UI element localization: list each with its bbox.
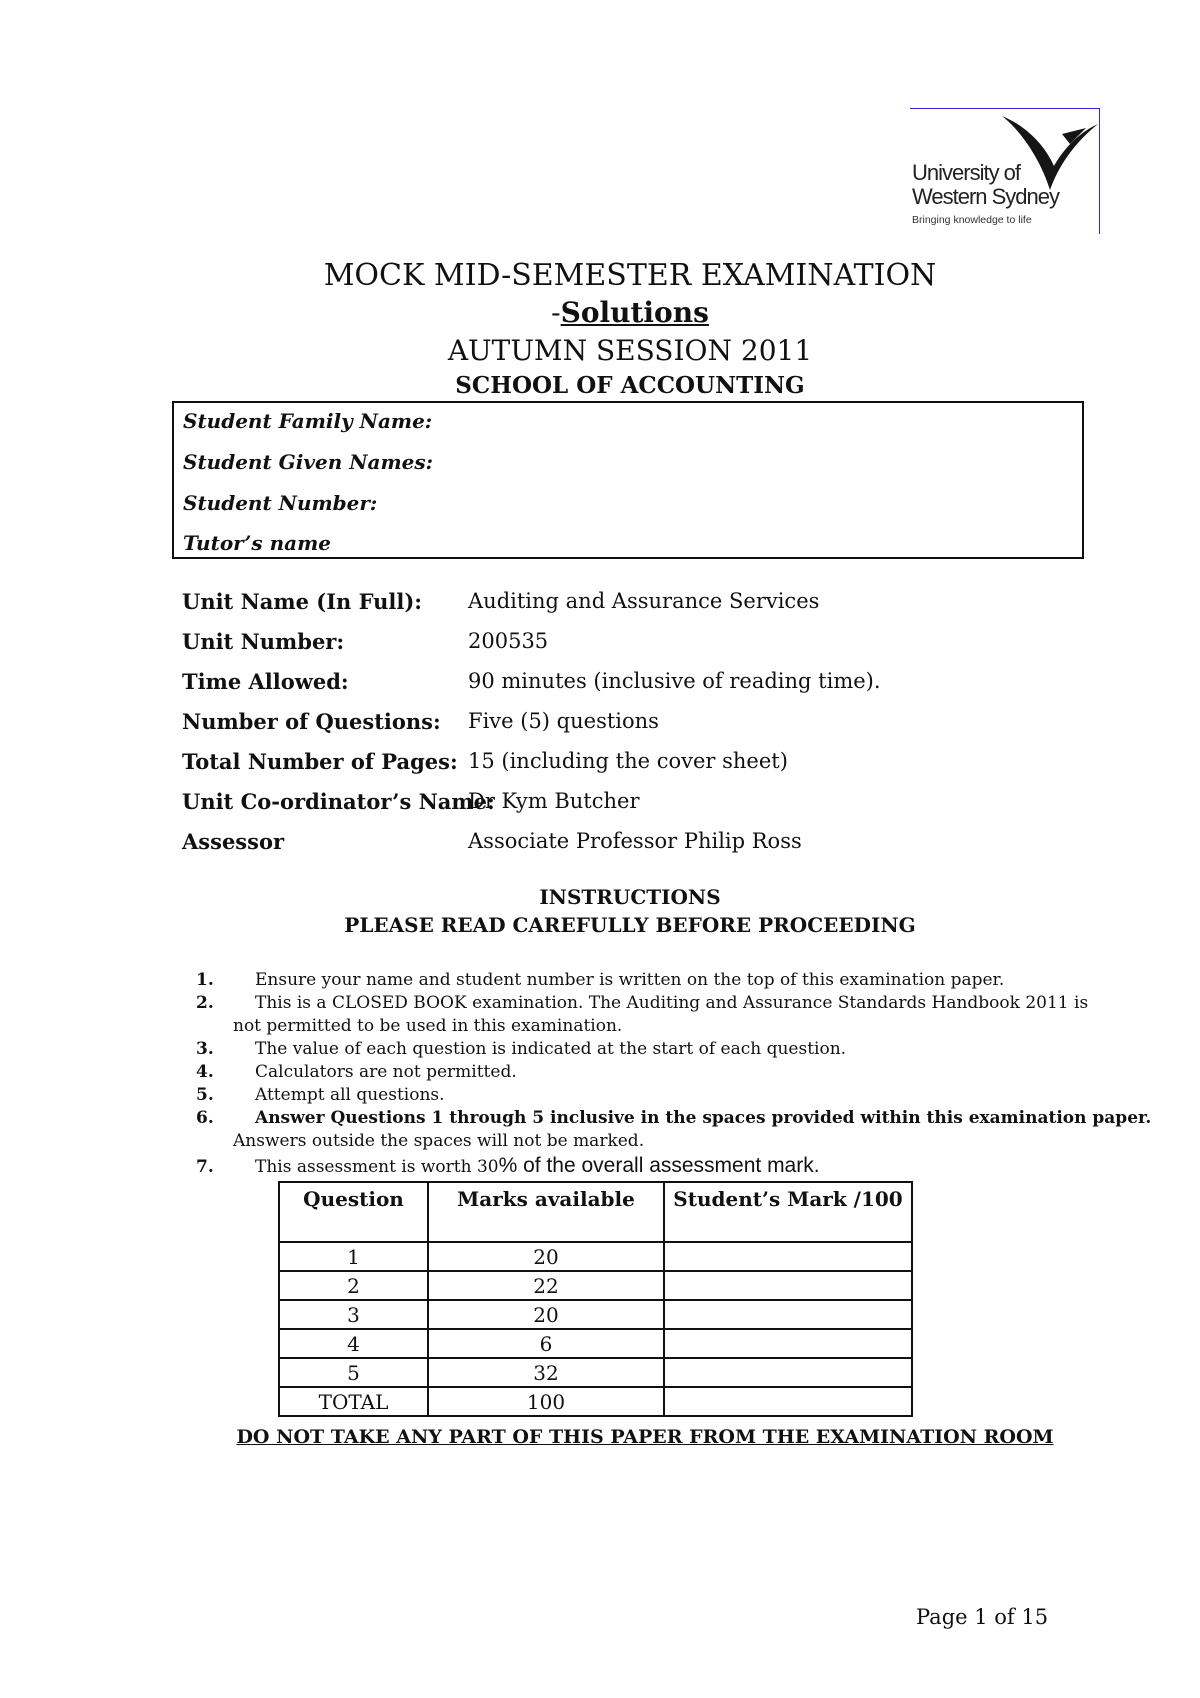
instruction-number: 2.	[196, 993, 214, 1013]
instruction-text: Ensure your name and student number is written on the top of this examination paper.	[255, 970, 1005, 990]
exam-room-warning: DO NOT TAKE ANY PART OF THIS PAPER FROM THE EXAMINATION ROOM	[236, 1426, 1054, 1448]
question-cell: 3	[279, 1300, 428, 1329]
logo-line-1: University of	[912, 160, 1021, 185]
detail-value: 200535	[468, 629, 549, 653]
school-title: SCHOOL OF ACCOUNTING	[455, 372, 805, 399]
detail-label: Total Number of Pages:	[182, 749, 458, 774]
student-mark-cell[interactable]	[664, 1329, 912, 1358]
instruction-text: This is a CLOSED BOOK examination. The Auditing and Assurance Standards Handbook 2011 is	[255, 993, 1089, 1013]
detail-value: 15 (including the cover sheet)	[468, 749, 788, 773]
instruction-text: The value of each question is indicated at the start of each question.	[255, 1039, 847, 1059]
column-header-student-mark: Student’s Mark /100	[664, 1182, 912, 1242]
detail-value: Five (5) questions	[468, 709, 659, 733]
detail-label: Unit Co-ordinator’s Name:	[182, 789, 495, 814]
student-mark-cell-total[interactable]	[664, 1387, 912, 1416]
instruction-number: 4.	[196, 1062, 214, 1082]
instruction-text-main: This assessment is worth 30	[255, 1157, 499, 1177]
student-details-box	[172, 401, 1084, 559]
table-header-row	[279, 1182, 912, 1242]
marks-cell: 22	[428, 1271, 664, 1300]
marks-cell-total: 100	[428, 1387, 664, 1416]
logo-tagline: Bringing knowledge to life	[912, 214, 1032, 226]
student-number-label: Student Number:	[183, 491, 378, 515]
student-mark-cell[interactable]	[664, 1358, 912, 1387]
university-logo	[910, 108, 1100, 234]
exam-subtitle	[0, 296, 1200, 329]
detail-value: Associate Professor Philip Ross	[468, 829, 802, 853]
instruction-continuation: not permitted to be used in this examination.	[233, 1016, 623, 1036]
solutions-label: Solutions	[560, 296, 709, 329]
marks-table	[278, 1181, 913, 1417]
question-cell: 4	[279, 1329, 428, 1358]
page-number: Page 1 of 15	[916, 1605, 1049, 1629]
exam-title: MOCK MID-SEMESTER EXAMINATION	[323, 258, 937, 293]
table-row-total	[279, 1387, 912, 1416]
tutor-name-label: Tutor’s name	[183, 531, 332, 555]
session-title: AUTUMN SESSION 2011	[447, 334, 813, 367]
instruction-number: 1.	[196, 970, 214, 990]
table-row	[279, 1329, 912, 1358]
detail-label: Assessor	[182, 829, 285, 854]
instruction-text: Answer Questions 1 through 5 inclusive in the spaces provided within this examination paper.	[255, 1108, 1152, 1128]
question-cell-total: TOTAL	[279, 1387, 428, 1416]
student-mark-cell[interactable]	[664, 1300, 912, 1329]
instruction-text	[255, 1154, 820, 1178]
column-header-marks-available: Marks available	[428, 1182, 664, 1242]
detail-label: Unit Number:	[182, 629, 345, 654]
instruction-continuation: Answers outside the spaces will not be marked.	[233, 1131, 645, 1151]
table-row	[279, 1271, 912, 1300]
table-row	[279, 1358, 912, 1387]
question-cell: 5	[279, 1358, 428, 1387]
detail-value: Dr Kym Butcher	[468, 789, 640, 813]
instruction-number: 7.	[196, 1157, 214, 1177]
table-row	[279, 1242, 912, 1271]
instruction-number: 3.	[196, 1039, 214, 1059]
instructions-subheading: PLEASE READ CAREFULLY BEFORE PROCEEDING	[344, 913, 916, 937]
marks-cell: 20	[428, 1242, 664, 1271]
logo-line-2: Western Sydney	[912, 184, 1060, 209]
instruction-number: 6.	[196, 1108, 214, 1128]
marks-cell: 20	[428, 1300, 664, 1329]
instruction-text: Calculators are not permitted.	[255, 1062, 517, 1082]
marks-cell: 32	[428, 1358, 664, 1387]
question-cell: 1	[279, 1242, 428, 1271]
detail-value: Auditing and Assurance Services	[468, 589, 820, 613]
subtitle-prefix: -	[551, 296, 561, 329]
detail-label: Time Allowed:	[182, 669, 349, 694]
instructions-heading: INSTRUCTIONS	[539, 885, 721, 909]
student-mark-cell[interactable]	[664, 1242, 912, 1271]
instruction-number: 5.	[196, 1085, 214, 1105]
student-mark-cell[interactable]	[664, 1271, 912, 1300]
detail-label: Unit Name (In Full):	[182, 589, 423, 614]
marks-cell: 6	[428, 1329, 664, 1358]
question-cell: 2	[279, 1271, 428, 1300]
student-family-name-label: Student Family Name:	[183, 409, 433, 433]
detail-label: Number of Questions:	[182, 709, 441, 734]
table-row	[279, 1300, 912, 1329]
detail-value: 90 minutes (inclusive of reading time).	[468, 669, 881, 693]
student-given-names-label: Student Given Names:	[183, 450, 433, 474]
column-header-question: Question	[279, 1182, 428, 1242]
instruction-text-tail: % of the overall assessment mark.	[498, 1154, 820, 1177]
instruction-text: Attempt all questions.	[255, 1085, 445, 1105]
